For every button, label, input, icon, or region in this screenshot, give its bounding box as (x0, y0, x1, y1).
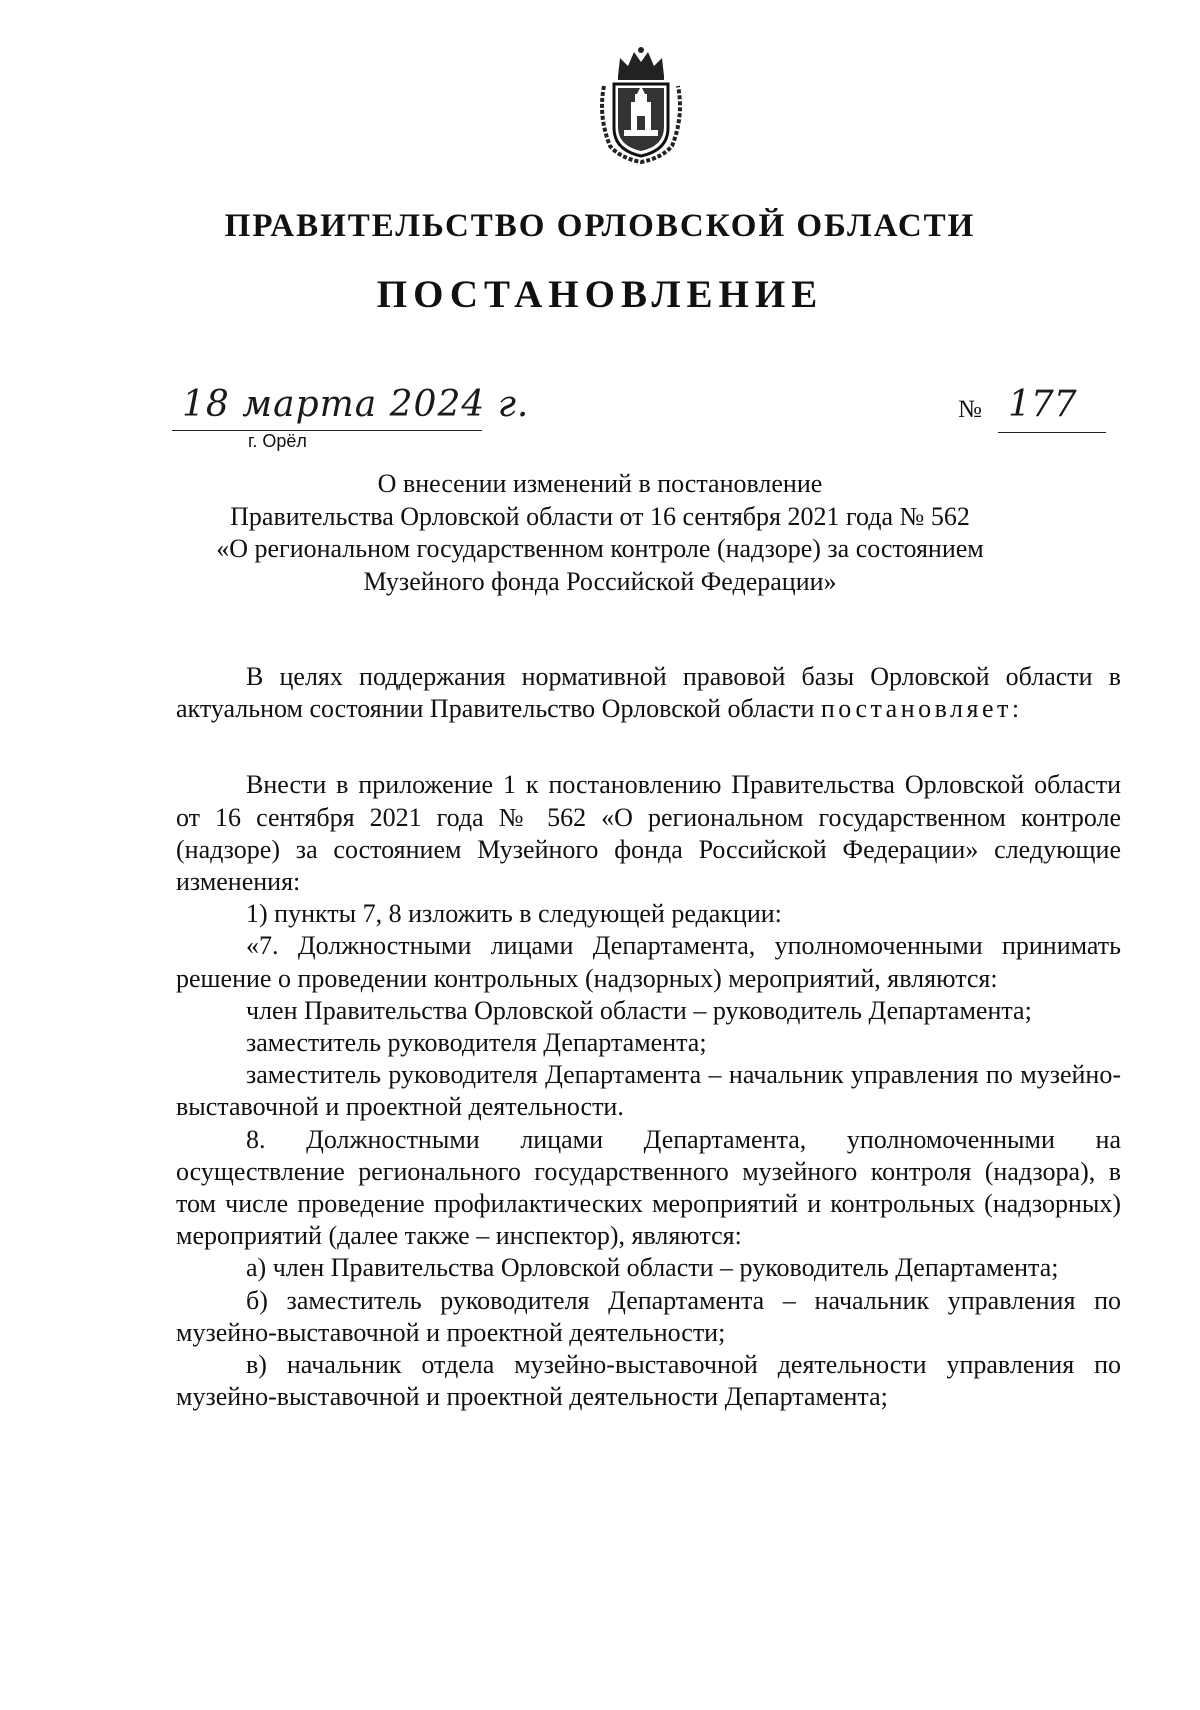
subject-line: Правительства Орловской области от 16 сентября 2021 года № 562 (230, 501, 970, 531)
paragraph: «7. Должностными лицами Департамента, уполномоченными принимать решение о проведении контрольных (надзорных) мероприятий, являются: (176, 931, 1121, 993)
date-underline (172, 430, 482, 431)
paragraph: член Правительства Орловской области – руководитель Департамента; (246, 995, 1032, 1025)
orel-region-coat-of-arms-icon (596, 46, 686, 166)
number-label: № (958, 396, 982, 423)
paragraph: Внести в приложение 1 к постановлению Правительства Орловской области от 16 сентября 2021 года № 562 «О региональном государственном контроле (надзоре) за состоянием Музейного фонда Российской Федерации» следующие изменения: (176, 770, 1121, 897)
subject-line: О внесении изменений в постановление (377, 469, 823, 498)
preamble-paragraph (176, 661, 1121, 725)
paragraph: 8. Должностными лицами Департамента, уполномоченными на осуществление регионального государственного музейного контроля (надзора), в том числе проведение профилактических мероприятий и контрольных (надзорных) мероприятий (далее также – инспектор), являются: (176, 1124, 1121, 1251)
document-subject (150, 468, 1050, 598)
city-label: г. Орёл (248, 431, 307, 451)
paragraph: заместитель руководителя Департамента – начальник управления по музейно-выставочной и проектной деятельности. (176, 1060, 1121, 1122)
document-body (176, 661, 1121, 1413)
paragraph: заместитель руководителя Департамента; (246, 1028, 707, 1058)
subject-line: Музейного фонда Российской Федерации» (363, 566, 837, 596)
paragraph: а) член Правительства Орловской области – руководитель Департамента; (246, 1253, 1059, 1283)
government-title: ПРАВИТЕЛЬСТВО ОРЛОВСКОЙ ОБЛАСТИ (224, 208, 976, 244)
handwritten-date: 18 марта 2024 г. (182, 384, 530, 425)
number-underline (998, 432, 1106, 433)
preamble-text: В целях поддержания нормативной правовой базы Орловской области в актуальном состоянии Правительство Орловской области (176, 662, 1121, 724)
paragraph: б) заместитель руководителя Департамента – начальник управления по музейно-выставочной и проектной деятельности; (176, 1285, 1121, 1347)
handwritten-number: 177 (1008, 384, 1077, 425)
paragraph: в) начальник отдела музейно-выставочной деятельности управления по музейно-выставочной и проектной деятельности Департамента; (176, 1350, 1121, 1412)
document-type-title: ПОСТАНОВЛЕНИЕ (376, 273, 824, 316)
subject-line: «О региональном государственном контроле (надзоре) за состоянием (216, 534, 984, 563)
resolves-word: постановляет: (820, 694, 1023, 724)
paragraph: 1) пункты 7, 8 изложить в следующей редакции: (246, 899, 782, 929)
